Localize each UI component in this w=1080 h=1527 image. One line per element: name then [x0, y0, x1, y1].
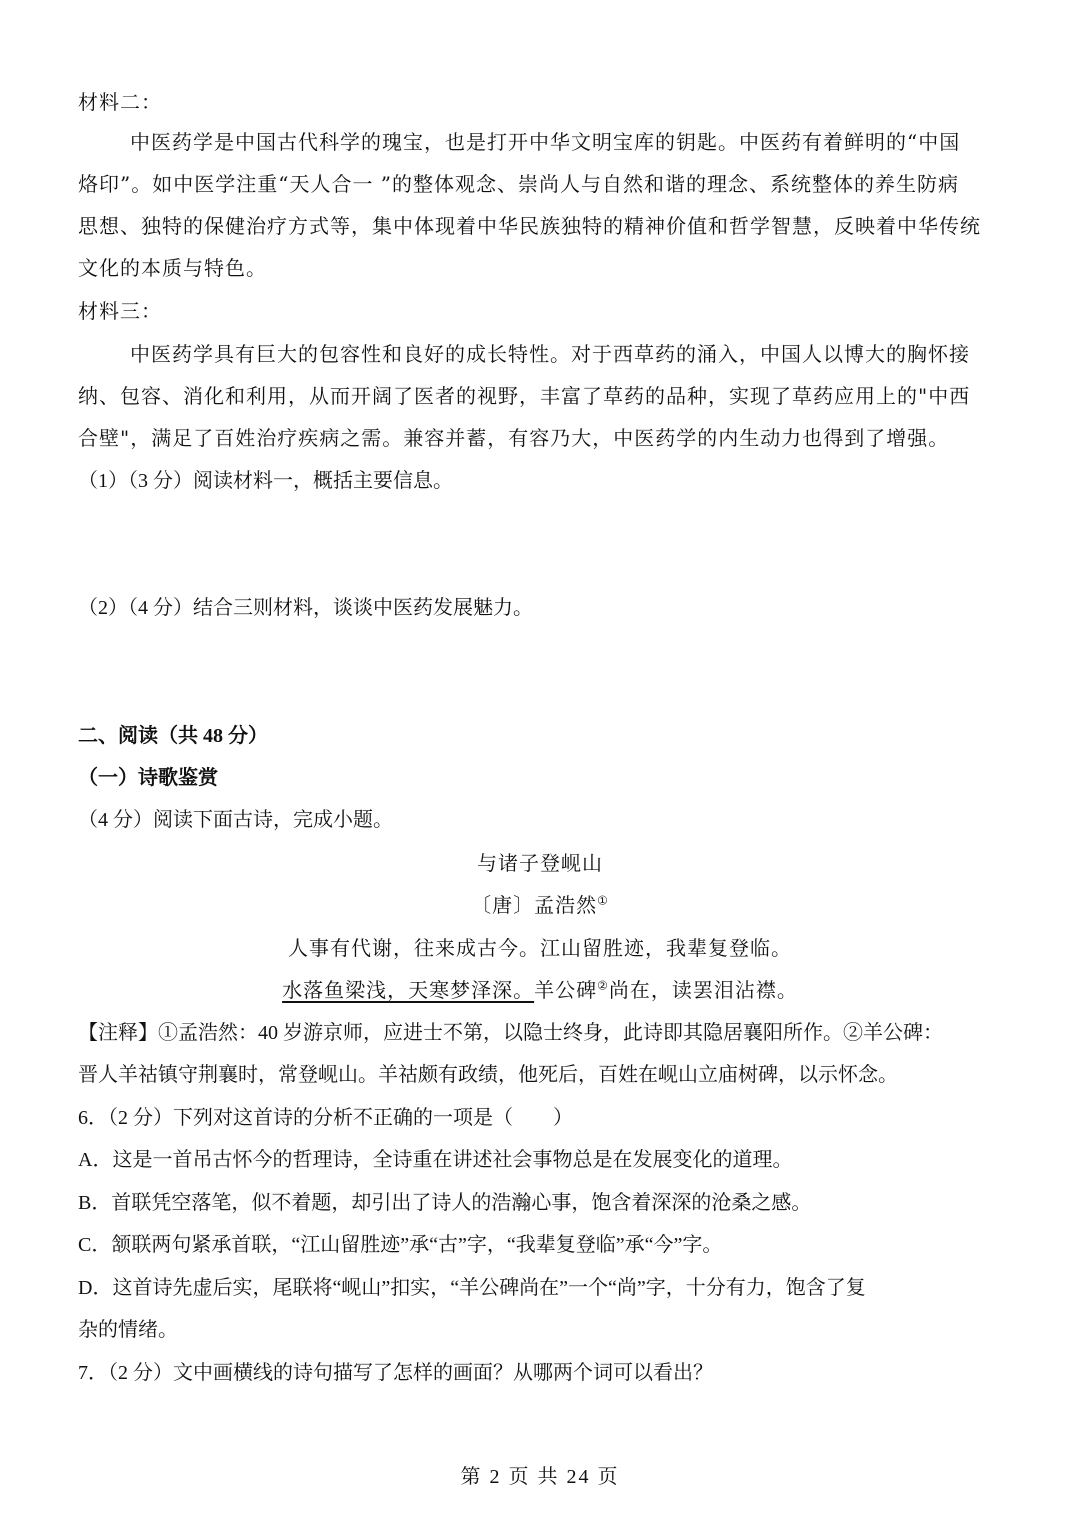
section-intro: （4 分）阅读下面古诗，完成小题。 [78, 809, 393, 831]
q6-stem: 6．（2 分）下列对这首诗的分析不正确的一项是（ ） [78, 1107, 573, 1129]
q6-option-b: B．首联凭空落笔，似不着题，却引出了诗人的浩瀚心事，饱含着深深的沧桑之感。 [78, 1192, 812, 1214]
poem-line-2-part-a: 羊公碑 [534, 978, 598, 1002]
poem-line-2 [0, 976, 1080, 1004]
annotation-line-1: 【注释】①孟浩然：40 岁游京师，应进士不第，以隐士终身，此诗即其隐居襄阳所作。②羊公碑： [78, 1022, 943, 1044]
poem-author [0, 891, 1080, 919]
poem-line-1: 人事有代谢，往来成古今。江山留胜迹，我辈复登临。 [288, 936, 792, 960]
poem-title: 与诸子登岘山 [477, 851, 603, 875]
poem-line-2-part-b: 尚在，读罢泪沾襟。 [608, 978, 798, 1002]
q6-option-c: C．颔联两句紧承首联，“江山留胜迹”承“古”字，“我辈复登临”承“今”字。 [78, 1234, 723, 1256]
material2-line-2: 烙印”。如中医学注重“天人合一 ”的整体观念、崇尚人与自然和谐的理念、系统整体的养生防病 [78, 172, 960, 196]
question-2: （2）（4 分）结合三则材料，谈谈中医药发展魅力。 [78, 597, 533, 619]
question-1: （1）（3 分）阅读材料一，概括主要信息。 [78, 470, 453, 492]
poem-author-text: 〔唐〕孟浩然 [471, 893, 598, 917]
section-title: 二、阅读（共 48 分） [78, 725, 268, 747]
material2-line-4: 文化的本质与特色。 [78, 256, 267, 280]
material2-heading: 材料二： [78, 90, 162, 114]
q6-option-d-continued: 杂的情绪。 [78, 1319, 178, 1341]
material3-line-3: 合壁"，满足了百姓治疗疾病之需。兼容并蓄，有容乃大，中医药学的内生动力也得到了增强。 [78, 426, 950, 450]
poem-line-2-note-mark: ② [597, 978, 609, 993]
annotation-line-2: 晋人羊祜镇守荆襄时，常登岘山。羊祜颇有政绩，他死后，百姓在岘山立庙树碑，以示怀念。 [78, 1064, 898, 1086]
material3-heading: 材料三： [78, 299, 162, 323]
poem-underlined-verse: 水落鱼梁浅，天寒梦泽深。 [282, 978, 535, 1002]
q6-option-d: D．这首诗先虚后实，尾联将“岘山”扣实，“羊公碑尚在”一个“尚”字，十分有力，饱含了复 [78, 1277, 866, 1299]
q7-stem: 7．（2 分）文中画横线的诗句描写了怎样的画面？从哪两个词可以看出？ [78, 1362, 713, 1384]
poem-author-note-mark: ① [597, 893, 609, 908]
material2-line-3: 思想、独特的保健治疗方式等，集中体现着中华民族独特的精神价值和哲学智慧，反映着中华传统 [78, 214, 981, 238]
material3-line-2: 纳、包容、消化和利用，从而开阔了医者的视野，丰富了草药的品种，实现了草药应用上的"中西 [78, 384, 971, 408]
page-number: 第 2 页 共 24 页 [460, 1466, 620, 1488]
q6-option-a: A．这是一首吊古怀今的哲理诗，全诗重在讲述社会事物总是在发展变化的道理。 [78, 1149, 793, 1171]
material2-line-1: 中医药学是中国古代科学的瑰宝，也是打开中华文明宝库的钥匙。中医药有着鲜明的“中国 [130, 130, 961, 154]
material3-line-1: 中医药学具有巨大的包容性和良好的成长特性。对于西草药的涌入，中国人以博大的胸怀接 [130, 342, 970, 366]
section-subtitle: （一）诗歌鉴赏 [78, 767, 218, 789]
